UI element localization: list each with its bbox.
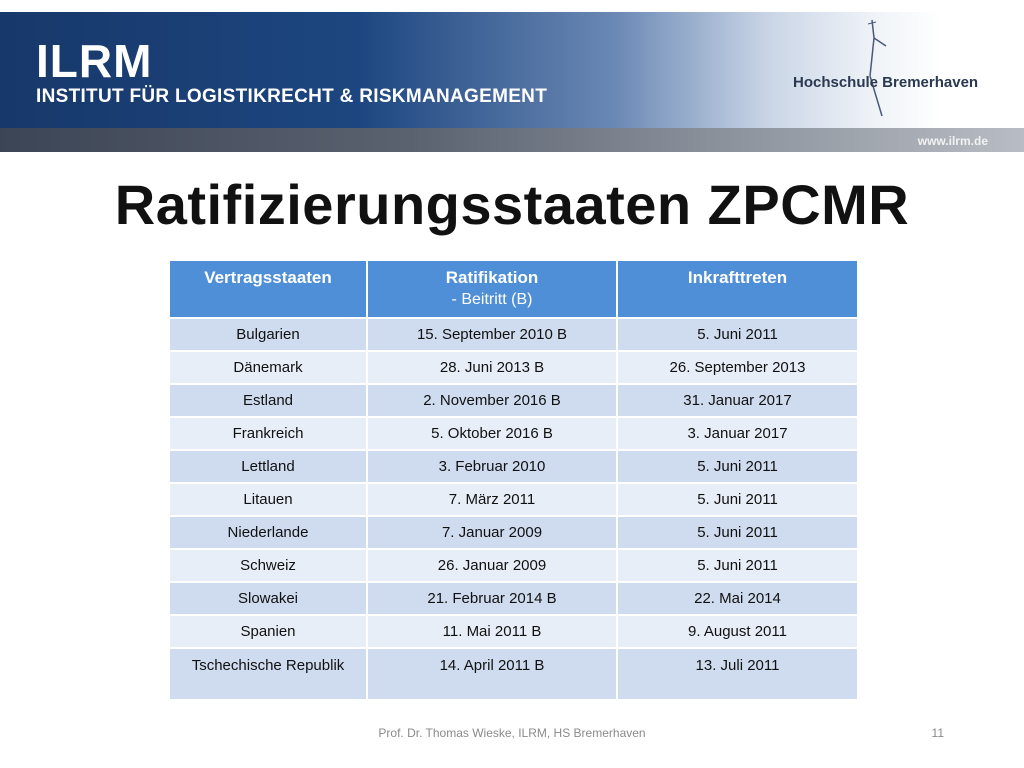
header-ratifikation-line2: - Beitritt (B) bbox=[451, 291, 533, 308]
table-row bbox=[169, 582, 858, 615]
cell-ratification: 28. Juni 2013 B bbox=[367, 351, 617, 384]
website-label: www.ilrm.de bbox=[917, 134, 988, 148]
header-ratifikation-line1: Ratifikation bbox=[445, 268, 539, 287]
cell-ratification: 3. Februar 2010 bbox=[367, 450, 617, 483]
header-ratifikation bbox=[367, 260, 617, 318]
table-row bbox=[169, 417, 858, 450]
slide-title: Ratifizierungsstaaten ZPCMR bbox=[114, 173, 910, 236]
table-body bbox=[169, 318, 858, 700]
hochschule-logo-mark-icon bbox=[862, 16, 902, 126]
cell-country: Dänemark bbox=[169, 351, 367, 384]
cell-country: Schweiz bbox=[169, 549, 367, 582]
cell-entry-into-force: 3. Januar 2017 bbox=[617, 417, 858, 450]
table-row bbox=[169, 450, 858, 483]
cell-country: Niederlande bbox=[169, 516, 367, 549]
cell-ratification: 7. März 2011 bbox=[367, 483, 617, 516]
cell-ratification: 15. September 2010 B bbox=[367, 318, 617, 351]
banner-strip bbox=[0, 128, 1024, 152]
cell-ratification: 14. April 2011 B bbox=[367, 648, 617, 700]
table-row bbox=[169, 516, 858, 549]
cell-entry-into-force: 31. Januar 2017 bbox=[617, 384, 858, 417]
cell-country: Spanien bbox=[169, 615, 367, 648]
ilrm-logo-title: ILRM bbox=[36, 35, 153, 87]
cell-entry-into-force: 5. Juni 2011 bbox=[617, 450, 858, 483]
cell-ratification: 21. Februar 2014 B bbox=[367, 582, 617, 615]
table-row bbox=[169, 549, 858, 582]
ilrm-logo-subtitle: INSTITUT FÜR LOGISTIKRECHT & RISKMANAGEMENT bbox=[36, 86, 548, 107]
cell-country: Bulgarien bbox=[169, 318, 367, 351]
table-row bbox=[169, 351, 858, 384]
header-banner bbox=[0, 0, 1024, 152]
cell-country: Lettland bbox=[169, 450, 367, 483]
cell-ratification: 2. November 2016 B bbox=[367, 384, 617, 417]
hochschule-logo: Hochschule Bremerhaven bbox=[793, 74, 979, 91]
cell-entry-into-force: 22. Mai 2014 bbox=[617, 582, 858, 615]
cell-ratification: 5. Oktober 2016 B bbox=[367, 417, 617, 450]
cell-entry-into-force: 26. September 2013 bbox=[617, 351, 858, 384]
cell-entry-into-force: 5. Juni 2011 bbox=[617, 549, 858, 582]
table-row bbox=[169, 615, 858, 648]
table-row bbox=[169, 648, 858, 700]
header-vertragsstaaten: Vertragsstaaten bbox=[169, 260, 367, 318]
cell-entry-into-force: 5. Juni 2011 bbox=[617, 318, 858, 351]
cell-entry-into-force: 5. Juni 2011 bbox=[617, 516, 858, 549]
table-row bbox=[169, 483, 858, 516]
cell-entry-into-force: 13. Juli 2011 bbox=[617, 648, 858, 700]
table-row bbox=[169, 318, 858, 351]
cell-entry-into-force: 5. Juni 2011 bbox=[617, 483, 858, 516]
cell-entry-into-force: 9. August 2011 bbox=[617, 615, 858, 648]
cell-ratification: 26. Januar 2009 bbox=[367, 549, 617, 582]
table-header-row bbox=[169, 260, 858, 318]
header-inkrafttreten: Inkrafttreten bbox=[617, 260, 858, 318]
ratification-table bbox=[168, 259, 859, 701]
cell-ratification: 11. Mai 2011 B bbox=[367, 615, 617, 648]
cell-country: Estland bbox=[169, 384, 367, 417]
cell-ratification: 7. Januar 2009 bbox=[367, 516, 617, 549]
cell-country: Frankreich bbox=[169, 417, 367, 450]
cell-country: Slowakei bbox=[169, 582, 367, 615]
cell-country: Tschechische Republik bbox=[169, 648, 367, 700]
page-number: 11 bbox=[931, 726, 944, 740]
cell-country: Litauen bbox=[169, 483, 367, 516]
table-row bbox=[169, 384, 858, 417]
footer-author: Prof. Dr. Thomas Wieske, ILRM, HS Bremerhaven bbox=[378, 726, 646, 740]
